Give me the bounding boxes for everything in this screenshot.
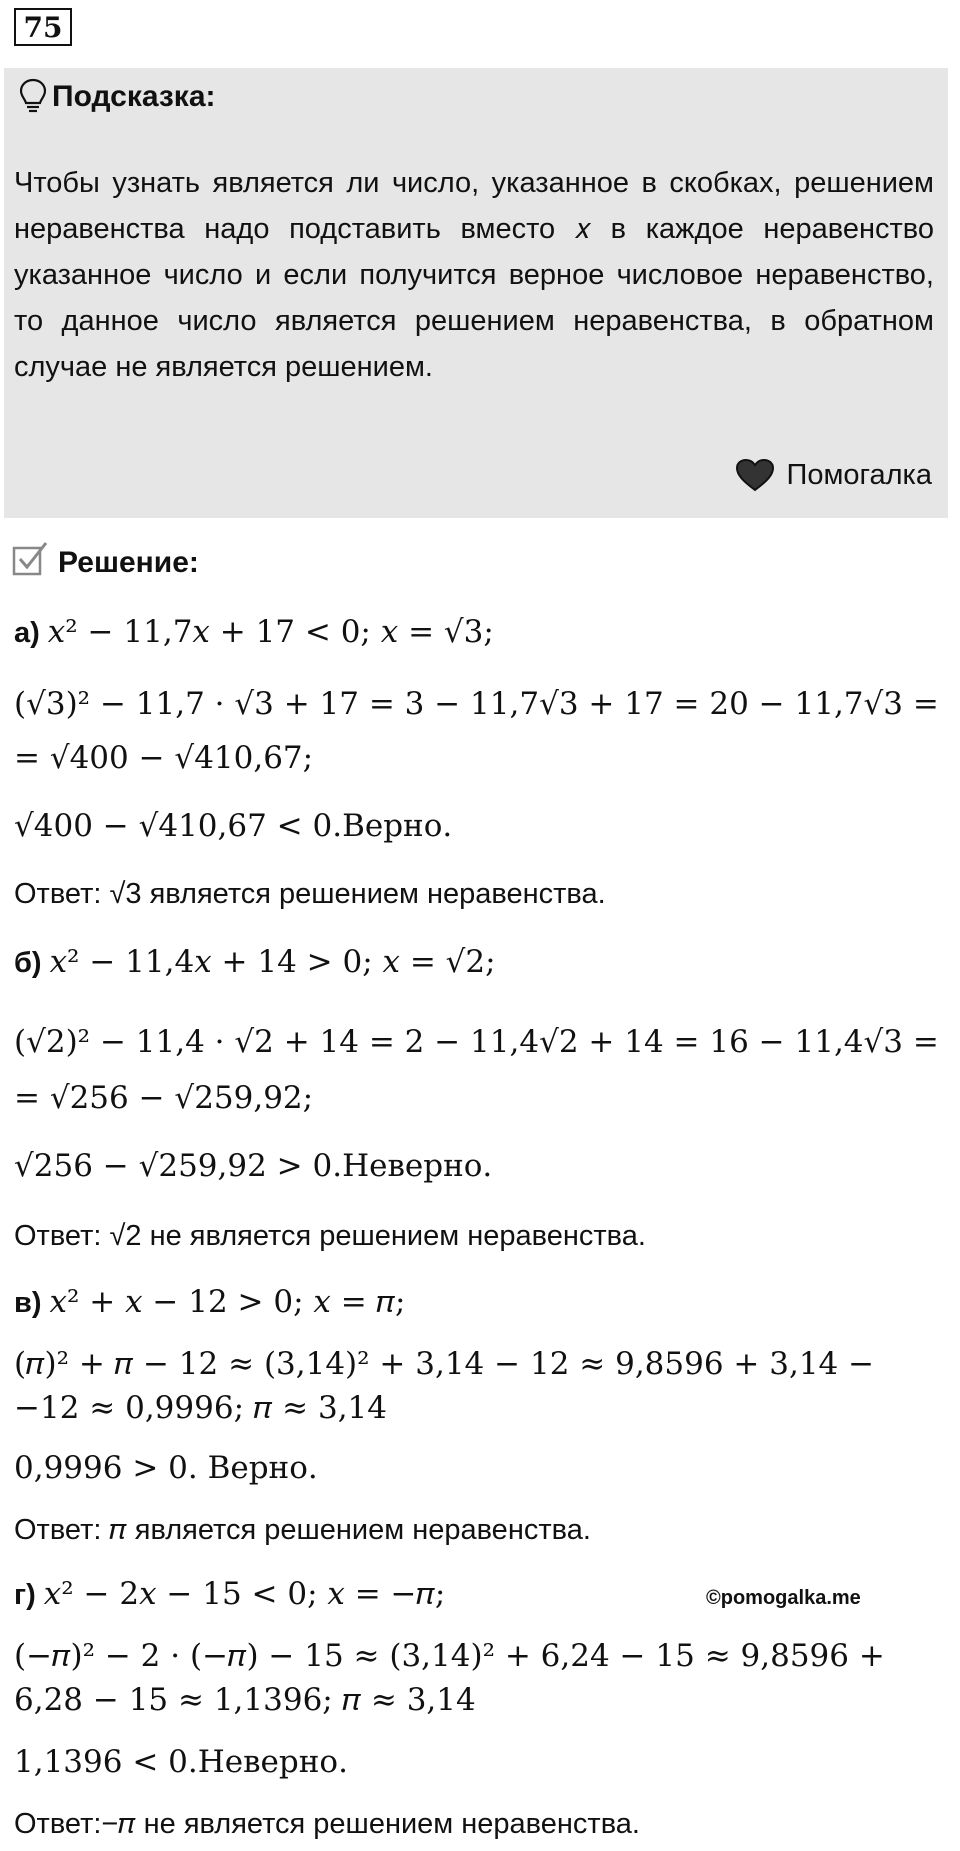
brand [735,458,932,492]
part-label: в) [14,1287,42,1319]
part-a-calc-1: (√3)² − 11,7 · √3 + 17 = 3 − 11,7√3 + 17 = 20 − 11,7√3 = [14,686,939,722]
part-a-check: √400 − √410,67 < 0.Верно. [14,808,453,844]
part-c-calc-2: −12 ≈ 0,9996; 𝜋 ≈ 3,14 [14,1390,387,1426]
part-d-check: 1,1396 < 0.Неверно. [14,1744,348,1780]
part-b-calc-2: = √256 − √259,92; [14,1080,314,1116]
part-d-answer: Ответ:−𝜋 не является решением неравенства. [14,1808,640,1840]
inequality: 𝑥² − 11,4𝑥 + 14 > 0; 𝑥 = √2; [49,944,496,980]
hint-title: Подсказка: [52,80,216,113]
part-label: а) [14,617,40,649]
part-b-answer: Ответ: √2 не является решением неравенства. [14,1220,646,1252]
part-d-statement [14,1576,445,1613]
part-label: г) [14,1579,36,1611]
part-d-calc-1: (−𝜋)² − 2 · (−𝜋) − 15 ≈ (3,14)² + 6,24 − 15 ≈ 9,8596 + [14,1638,885,1674]
hint-text: Чтобы узнать является ли число, указанное в скобках, решением неравенства надо подставить вместо 𝑥 в каждое неравенство указанное число и если получится верное числовое неравенство, то данное число является решением неравенства, в обратном случае не является решением. [14,167,934,383]
watermark: ©pomogalka.me [706,1587,861,1609]
heart-icon [735,458,775,492]
part-c-answer: Ответ: 𝜋 является решением неравенства. [14,1514,591,1546]
part-label: б) [14,947,42,979]
task-number: 75 [14,8,72,46]
part-c-calc-1: (𝜋)² + 𝜋 − 12 ≈ (3,14)² + 3,14 − 12 ≈ 9,8596 + 3,14 − [14,1346,875,1382]
inequality: 𝑥² − 2𝑥 − 15 < 0; 𝑥 = −𝜋; [43,1576,446,1612]
part-c-check: 0,9996 > 0. Верно. [14,1450,318,1486]
inequality: 𝑥² − 11,7𝑥 + 17 < 0; 𝑥 = √3; [47,614,494,650]
part-b-statement [14,944,496,980]
part-c-statement [14,1284,405,1321]
lightbulb-icon [20,78,46,114]
part-a-calc-2: = √400 − √410,67; [14,740,314,776]
solution-title: Решение: [58,546,199,579]
part-b-check: √256 − √259,92 > 0.Неверно. [14,1148,493,1184]
brand-name: Помогалка [786,458,932,491]
part-b-calc-1: (√2)² − 11,4 · √2 + 14 = 2 − 11,4√2 + 14 = 16 − 11,4√3 = [14,1024,939,1060]
part-a-statement [14,614,494,650]
part-d-calc-2: 6,28 − 15 ≈ 1,1396; 𝜋 ≈ 3,14 [14,1682,476,1718]
checkbox-icon [12,540,50,578]
inequality: 𝑥² + 𝑥 − 12 > 0; 𝑥 = 𝜋; [49,1284,406,1320]
part-a-answer: Ответ: √3 является решением неравенства. [14,878,606,910]
